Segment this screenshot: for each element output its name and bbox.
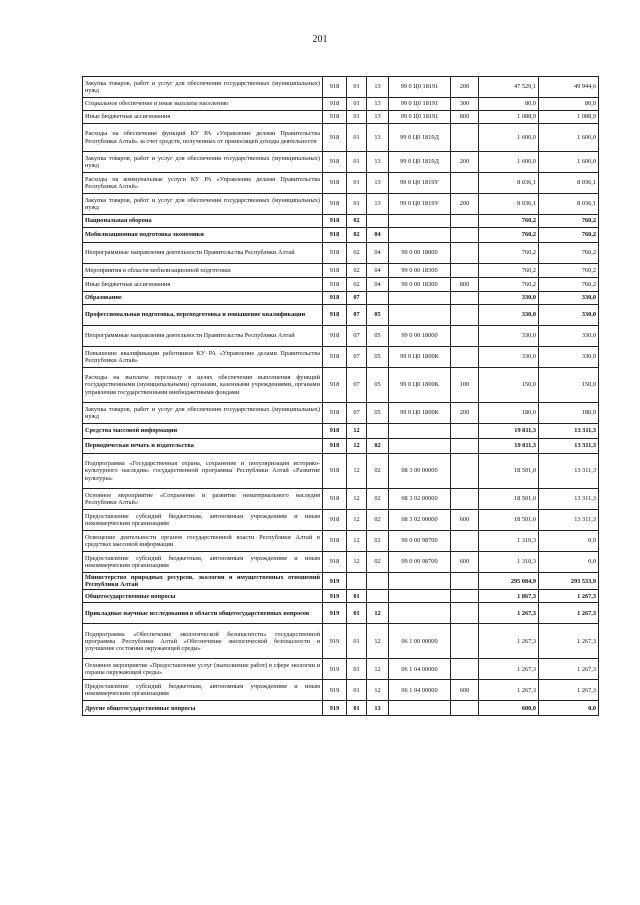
- row-amount-year-1: 330,0: [479, 292, 539, 305]
- row-amount-year-1: 330,0: [479, 326, 539, 347]
- row-section-code: 01: [347, 98, 367, 111]
- table-row: [83, 510, 599, 531]
- row-subsection-code: 12: [367, 659, 389, 680]
- row-section-code: 07: [347, 347, 367, 368]
- table-row: [83, 152, 599, 173]
- row-subsection-code: 12: [367, 603, 389, 624]
- row-subsection-code: 02: [367, 489, 389, 510]
- row-section-code: 07: [347, 305, 367, 326]
- row-subsection-code: 02: [367, 454, 389, 489]
- row-name: Расходы на коммунальные услуги КУ РА «Управление делами Правительства Республики Алтай»: [83, 173, 323, 194]
- row-section-code: 01: [347, 680, 367, 701]
- row-target-code: [389, 228, 451, 243]
- row-target-code: 99 0 00 98700: [389, 531, 451, 552]
- row-target-code: [389, 573, 451, 590]
- row-expense-type: [451, 173, 479, 194]
- row-target-code: 99 0 Ц0 1800К: [389, 347, 451, 368]
- row-ved-code: 918: [323, 264, 347, 278]
- row-amount-year-1: 1 310,3: [479, 552, 539, 573]
- row-subsection-code: 13: [367, 152, 389, 173]
- row-name: Прикладные научные исследования в области общегосударственных вопросов: [83, 603, 323, 624]
- table-row: [83, 278, 599, 292]
- row-section-code: 12: [347, 531, 367, 552]
- row-amount-year-2: 13 311,3: [539, 489, 599, 510]
- row-target-code: [389, 590, 451, 603]
- row-amount-year-2: 8 036,1: [539, 194, 599, 215]
- row-amount-year-1: 330,0: [479, 347, 539, 368]
- row-section-code: 01: [347, 124, 367, 152]
- row-target-code: 08 3 02 00000: [389, 510, 451, 531]
- row-amount-year-2: 1 267,3: [539, 659, 599, 680]
- row-expense-type: [451, 326, 479, 347]
- row-subsection-code: [367, 215, 389, 228]
- row-amount-year-2: 330,0: [539, 347, 599, 368]
- table-row: [83, 124, 599, 152]
- row-ved-code: 918: [323, 194, 347, 215]
- row-target-code: 06 1 04 00000: [389, 659, 451, 680]
- row-amount-year-1: 80,0: [479, 98, 539, 111]
- row-target-code: 99 0 Ц0 1819Д: [389, 124, 451, 152]
- row-name: Мероприятия в области мобилизационной подготовки: [83, 264, 323, 278]
- row-section-code: 12: [347, 454, 367, 489]
- row-subsection-code: [367, 573, 389, 590]
- row-amount-year-2: 13 311,3: [539, 454, 599, 489]
- row-amount-year-2: 760,2: [539, 264, 599, 278]
- row-target-code: 08 3 00 00000: [389, 454, 451, 489]
- row-name: Периодическая печать и издательства: [83, 439, 323, 454]
- row-amount-year-2: 760,2: [539, 243, 599, 264]
- row-expense-type: [451, 215, 479, 228]
- row-name: Расходы на обеспечение функций КУ РА «Управление делами Правительства Республики Алтай» за счет средств, полученных от приносящей доходы деятельности: [83, 124, 323, 152]
- table-row: [83, 659, 599, 680]
- table-row: [83, 264, 599, 278]
- row-subsection-code: 13: [367, 701, 389, 716]
- table-row: [83, 439, 599, 454]
- row-ved-code: 918: [323, 489, 347, 510]
- table-row: [83, 347, 599, 368]
- row-name: Закупка товаров, работ и услуг для обеспечения государственных (муниципальных) нужд: [83, 77, 323, 98]
- row-section-code: 12: [347, 424, 367, 439]
- row-ved-code: 918: [323, 368, 347, 403]
- row-subsection-code: 13: [367, 98, 389, 111]
- row-subsection-code: [367, 424, 389, 439]
- row-subsection-code: 13: [367, 124, 389, 152]
- row-amount-year-1: 8 036,1: [479, 173, 539, 194]
- row-amount-year-2: 1 600,0: [539, 124, 599, 152]
- row-target-code: 99 0 00 18000: [389, 243, 451, 264]
- row-ved-code: 918: [323, 347, 347, 368]
- row-amount-year-2: 0,0: [539, 701, 599, 716]
- row-section-code: [347, 573, 367, 590]
- row-name: Средства массовой информации: [83, 424, 323, 439]
- table-row: [83, 573, 599, 590]
- row-amount-year-2: 1 088,9: [539, 111, 599, 124]
- row-ved-code: 918: [323, 243, 347, 264]
- row-subsection-code: 05: [367, 305, 389, 326]
- row-ved-code: 918: [323, 424, 347, 439]
- row-subsection-code: 12: [367, 624, 389, 659]
- row-amount-year-1: 1 310,3: [479, 531, 539, 552]
- row-target-code: 99 0 Ц0 18191: [389, 111, 451, 124]
- row-section-code: 12: [347, 489, 367, 510]
- row-target-code: [389, 424, 451, 439]
- table-row: [83, 111, 599, 124]
- row-expense-type: 200: [451, 152, 479, 173]
- row-ved-code: 918: [323, 77, 347, 98]
- row-amount-year-2: 293 533,9: [539, 573, 599, 590]
- row-target-code: [389, 215, 451, 228]
- row-section-code: 02: [347, 243, 367, 264]
- row-ved-code: 918: [323, 173, 347, 194]
- row-amount-year-2: 1 267,3: [539, 680, 599, 701]
- row-section-code: 12: [347, 552, 367, 573]
- row-amount-year-1: 8 036,1: [479, 194, 539, 215]
- row-name: Подпрограмма «Обеспечение экологической безопасности» государственной программы Республики Алтай «Обеспечение экологической безопасности и улучшение состояния окружающей среды»: [83, 624, 323, 659]
- row-target-code: [389, 305, 451, 326]
- row-target-code: 99 0 00 18000: [389, 326, 451, 347]
- row-amount-year-2: 1 267,3: [539, 590, 599, 603]
- row-amount-year-1: 19 811,3: [479, 439, 539, 454]
- table-row: [83, 680, 599, 701]
- row-amount-year-1: 18 501,0: [479, 489, 539, 510]
- row-expense-type: [451, 603, 479, 624]
- row-ved-code: 919: [323, 701, 347, 716]
- row-section-code: 01: [347, 659, 367, 680]
- row-expense-type: [451, 590, 479, 603]
- row-amount-year-2: 760,2: [539, 278, 599, 292]
- row-target-code: 06 1 04 00000: [389, 680, 451, 701]
- row-subsection-code: 05: [367, 403, 389, 424]
- row-subsection-code: 02: [367, 531, 389, 552]
- row-ved-code: 918: [323, 292, 347, 305]
- row-name: Освещение деятельности органов государственной власти Республики Алтай в средствах массовой информации: [83, 531, 323, 552]
- row-name: Предоставление субсидий бюджетным, автономным учреждениям и иным некоммерческим организациям: [83, 680, 323, 701]
- table-row: [83, 173, 599, 194]
- table-row: [83, 590, 599, 603]
- row-amount-year-1: 1 867,3: [479, 590, 539, 603]
- row-subsection-code: 13: [367, 77, 389, 98]
- row-ved-code: 918: [323, 152, 347, 173]
- row-name: Социальное обеспечение и иные выплаты населению: [83, 98, 323, 111]
- row-expense-type: 200: [451, 77, 479, 98]
- row-subsection-code: 05: [367, 368, 389, 403]
- table-row: [83, 326, 599, 347]
- row-ved-code: 919: [323, 680, 347, 701]
- row-target-code: 08 3 02 00000: [389, 489, 451, 510]
- row-section-code: 01: [347, 701, 367, 716]
- row-target-code: [389, 439, 451, 454]
- row-amount-year-1: 19 811,3: [479, 424, 539, 439]
- row-name: Общегосударственные вопросы: [83, 590, 323, 603]
- row-expense-type: [451, 439, 479, 454]
- row-amount-year-1: 600,0: [479, 701, 539, 716]
- row-ved-code: 918: [323, 454, 347, 489]
- row-amount-year-2: 8 036,1: [539, 173, 599, 194]
- row-target-code: 06 1 00 00000: [389, 624, 451, 659]
- table-row: [83, 552, 599, 573]
- row-name: Расходы на выплаты персоналу в целях обеспечения выполнения функций государственными (муниципальными) органами, казенными учреждениями, органами управления государственными внебюджетными фондами: [83, 368, 323, 403]
- row-target-code: 99 0 Ц0 1819У: [389, 194, 451, 215]
- row-ved-code: 918: [323, 228, 347, 243]
- row-amount-year-2: 180,0: [539, 403, 599, 424]
- row-section-code: 01: [347, 624, 367, 659]
- table-row: [83, 603, 599, 624]
- row-section-code: 01: [347, 111, 367, 124]
- row-amount-year-1: 1 267,3: [479, 659, 539, 680]
- row-subsection-code: 12: [367, 680, 389, 701]
- row-name: Основное мероприятие «Сохранение и развитие нематериального наследия Республики Алтай»: [83, 489, 323, 510]
- row-section-code: 07: [347, 292, 367, 305]
- table-row: [83, 243, 599, 264]
- row-ved-code: 919: [323, 603, 347, 624]
- table-row: [83, 292, 599, 305]
- row-amount-year-2: 80,0: [539, 98, 599, 111]
- row-expense-type: 200: [451, 194, 479, 215]
- row-amount-year-1: 18 501,0: [479, 510, 539, 531]
- row-target-code: 99 0 Ц0 1800К: [389, 368, 451, 403]
- table-row: [83, 98, 599, 111]
- row-amount-year-1: 1 267,3: [479, 603, 539, 624]
- row-section-code: 02: [347, 215, 367, 228]
- row-expense-type: [451, 489, 479, 510]
- row-section-code: 12: [347, 439, 367, 454]
- row-expense-type: 800: [451, 278, 479, 292]
- row-amount-year-2: 0,0: [539, 552, 599, 573]
- row-amount-year-2: 760,2: [539, 215, 599, 228]
- row-expense-type: [451, 659, 479, 680]
- row-expense-type: 300: [451, 98, 479, 111]
- row-amount-year-2: 150,0: [539, 368, 599, 403]
- row-expense-type: 600: [451, 680, 479, 701]
- budget-table: [82, 76, 599, 716]
- row-amount-year-1: 760,2: [479, 228, 539, 243]
- row-target-code: 99 0 Ц0 18191: [389, 98, 451, 111]
- row-name: Другие общегосударственные вопросы: [83, 701, 323, 716]
- row-target-code: [389, 603, 451, 624]
- row-expense-type: [451, 243, 479, 264]
- row-ved-code: 919: [323, 573, 347, 590]
- row-amount-year-1: 180,0: [479, 403, 539, 424]
- row-ved-code: 919: [323, 659, 347, 680]
- row-subsection-code: 04: [367, 278, 389, 292]
- row-amount-year-1: 760,2: [479, 278, 539, 292]
- row-section-code: 02: [347, 264, 367, 278]
- row-section-code: 01: [347, 77, 367, 98]
- row-section-code: 07: [347, 403, 367, 424]
- row-target-code: 99 0 Ц0 18191: [389, 77, 451, 98]
- row-subsection-code: 02: [367, 439, 389, 454]
- row-amount-year-2: 13 311,3: [539, 439, 599, 454]
- row-name: Профессиональная подготовка, переподготовка и повышение квалификации: [83, 305, 323, 326]
- row-name: Непрограммные направления деятельности Правительства Республики Алтай: [83, 326, 323, 347]
- row-ved-code: 918: [323, 98, 347, 111]
- row-expense-type: 800: [451, 111, 479, 124]
- row-expense-type: [451, 264, 479, 278]
- row-name: Национальная оборона: [83, 215, 323, 228]
- row-name: Подпрограмма «Государственная охрана, сохранение и популяризация историко-культурного наследия» государственной программы Республики Алтай «Развитие культуры»: [83, 454, 323, 489]
- row-amount-year-1: 1 600,0: [479, 124, 539, 152]
- row-amount-year-2: 1 267,3: [539, 603, 599, 624]
- row-expense-type: [451, 124, 479, 152]
- table-row: [83, 403, 599, 424]
- row-name: Непрограммные направления деятельности Правительства Республики Алтай: [83, 243, 323, 264]
- row-expense-type: [451, 701, 479, 716]
- row-amount-year-2: 330,0: [539, 292, 599, 305]
- row-section-code: 07: [347, 326, 367, 347]
- row-section-code: 02: [347, 278, 367, 292]
- row-amount-year-1: 295 084,9: [479, 573, 539, 590]
- row-section-code: 01: [347, 173, 367, 194]
- row-expense-type: [451, 624, 479, 659]
- row-amount-year-1: 18 501,0: [479, 454, 539, 489]
- row-section-code: 01: [347, 152, 367, 173]
- row-name: Иные бюджетные ассигнования: [83, 278, 323, 292]
- row-name: Иные бюджетные ассигнования: [83, 111, 323, 124]
- table-row: [83, 228, 599, 243]
- table-row: [83, 424, 599, 439]
- row-ved-code: 918: [323, 278, 347, 292]
- row-ved-code: 918: [323, 439, 347, 454]
- row-ved-code: 918: [323, 305, 347, 326]
- row-amount-year-2: 1 600,0: [539, 152, 599, 173]
- table-row: [83, 368, 599, 403]
- row-amount-year-1: 150,0: [479, 368, 539, 403]
- row-expense-type: [451, 531, 479, 552]
- row-ved-code: 918: [323, 552, 347, 573]
- row-amount-year-2: 330,0: [539, 305, 599, 326]
- row-subsection-code: [367, 292, 389, 305]
- row-subsection-code: 05: [367, 347, 389, 368]
- row-name: Закупка товаров, работ и услуг для обеспечения государственных (муниципальных) нужд: [83, 403, 323, 424]
- row-ved-code: 918: [323, 531, 347, 552]
- row-subsection-code: 13: [367, 111, 389, 124]
- row-section-code: 12: [347, 510, 367, 531]
- row-target-code: 99 0 00 98700: [389, 552, 451, 573]
- row-subsection-code: 04: [367, 228, 389, 243]
- row-amount-year-1: 760,2: [479, 215, 539, 228]
- row-expense-type: 100: [451, 368, 479, 403]
- row-subsection-code: 13: [367, 173, 389, 194]
- row-target-code: 99 0 Ц0 1819У: [389, 173, 451, 194]
- table-row: [83, 77, 599, 98]
- row-ved-code: 919: [323, 590, 347, 603]
- row-section-code: 01: [347, 194, 367, 215]
- row-subsection-code: 13: [367, 194, 389, 215]
- row-section-code: 01: [347, 590, 367, 603]
- row-ved-code: 919: [323, 624, 347, 659]
- row-amount-year-1: 1 600,0: [479, 152, 539, 173]
- row-name: Закупка товаров, работ и услуг для обеспечения государственных (муниципальных) нужд: [83, 152, 323, 173]
- table-row: [83, 531, 599, 552]
- page-number: 201: [312, 34, 328, 45]
- row-subsection-code: 04: [367, 264, 389, 278]
- row-subsection-code: 04: [367, 243, 389, 264]
- table-row: [83, 454, 599, 489]
- row-expense-type: [451, 305, 479, 326]
- row-expense-type: 600: [451, 552, 479, 573]
- row-expense-type: [451, 228, 479, 243]
- row-subsection-code: 02: [367, 510, 389, 531]
- row-expense-type: [451, 573, 479, 590]
- row-expense-type: 200: [451, 403, 479, 424]
- row-expense-type: [451, 424, 479, 439]
- table-row: [83, 701, 599, 716]
- row-amount-year-2: 760,2: [539, 228, 599, 243]
- row-amount-year-1: 47 529,1: [479, 77, 539, 98]
- row-expense-type: 600: [451, 510, 479, 531]
- row-amount-year-1: 1 267,3: [479, 624, 539, 659]
- row-amount-year-1: 1 088,9: [479, 111, 539, 124]
- row-amount-year-2: 49 944,6: [539, 77, 599, 98]
- row-name: Основное мероприятие «Предоставление услуг (выполнение работ) в сфере экологии и охраны окружающей среды»: [83, 659, 323, 680]
- row-subsection-code: 02: [367, 552, 389, 573]
- row-name: Повышение квалификации работников КУ РА «Управление делами Правительства Республики Алтай»: [83, 347, 323, 368]
- row-ved-code: 918: [323, 124, 347, 152]
- row-target-code: 99 0 00 18300: [389, 264, 451, 278]
- row-amount-year-1: 760,2: [479, 264, 539, 278]
- table-row: [83, 489, 599, 510]
- row-ved-code: 918: [323, 111, 347, 124]
- row-name: Предоставление субсидий бюджетным, автономным учреждениям и иным некоммерческим организациям: [83, 510, 323, 531]
- row-ved-code: 918: [323, 215, 347, 228]
- row-expense-type: [451, 454, 479, 489]
- table-row: [83, 305, 599, 326]
- row-amount-year-2: 13 311,3: [539, 424, 599, 439]
- table-row: [83, 194, 599, 215]
- row-amount-year-2: 330,0: [539, 326, 599, 347]
- row-ved-code: 918: [323, 403, 347, 424]
- row-section-code: 07: [347, 368, 367, 403]
- row-name: Предоставление субсидий бюджетным, автономным учреждениям и иным некоммерческим организациям: [83, 552, 323, 573]
- row-name: Мобилизационная подготовка экономики: [83, 228, 323, 243]
- row-target-code: 99 0 00 18300: [389, 278, 451, 292]
- row-amount-year-1: 330,0: [479, 305, 539, 326]
- row-target-code: [389, 701, 451, 716]
- row-amount-year-2: 1 267,3: [539, 624, 599, 659]
- row-ved-code: 918: [323, 510, 347, 531]
- row-name: Закупка товаров, работ и услуг для обеспечения государственных (муниципальных) нужд: [83, 194, 323, 215]
- row-subsection-code: [367, 590, 389, 603]
- row-section-code: 02: [347, 228, 367, 243]
- row-ved-code: 918: [323, 326, 347, 347]
- row-name: Образование: [83, 292, 323, 305]
- row-name: Министерство природных ресурсов, экологии и имущественных отношений Республики Алтай: [83, 573, 323, 590]
- row-target-code: 99 0 Ц0 1800К: [389, 403, 451, 424]
- row-amount-year-1: 1 267,3: [479, 680, 539, 701]
- row-expense-type: [451, 292, 479, 305]
- row-target-code: 99 0 Ц0 1819Д: [389, 152, 451, 173]
- row-amount-year-2: 0,0: [539, 531, 599, 552]
- row-section-code: 01: [347, 603, 367, 624]
- row-amount-year-2: 13 311,3: [539, 510, 599, 531]
- table-row: [83, 624, 599, 659]
- row-expense-type: [451, 347, 479, 368]
- row-amount-year-1: 760,2: [479, 243, 539, 264]
- table-row: [83, 215, 599, 228]
- row-target-code: [389, 292, 451, 305]
- row-subsection-code: 05: [367, 326, 389, 347]
